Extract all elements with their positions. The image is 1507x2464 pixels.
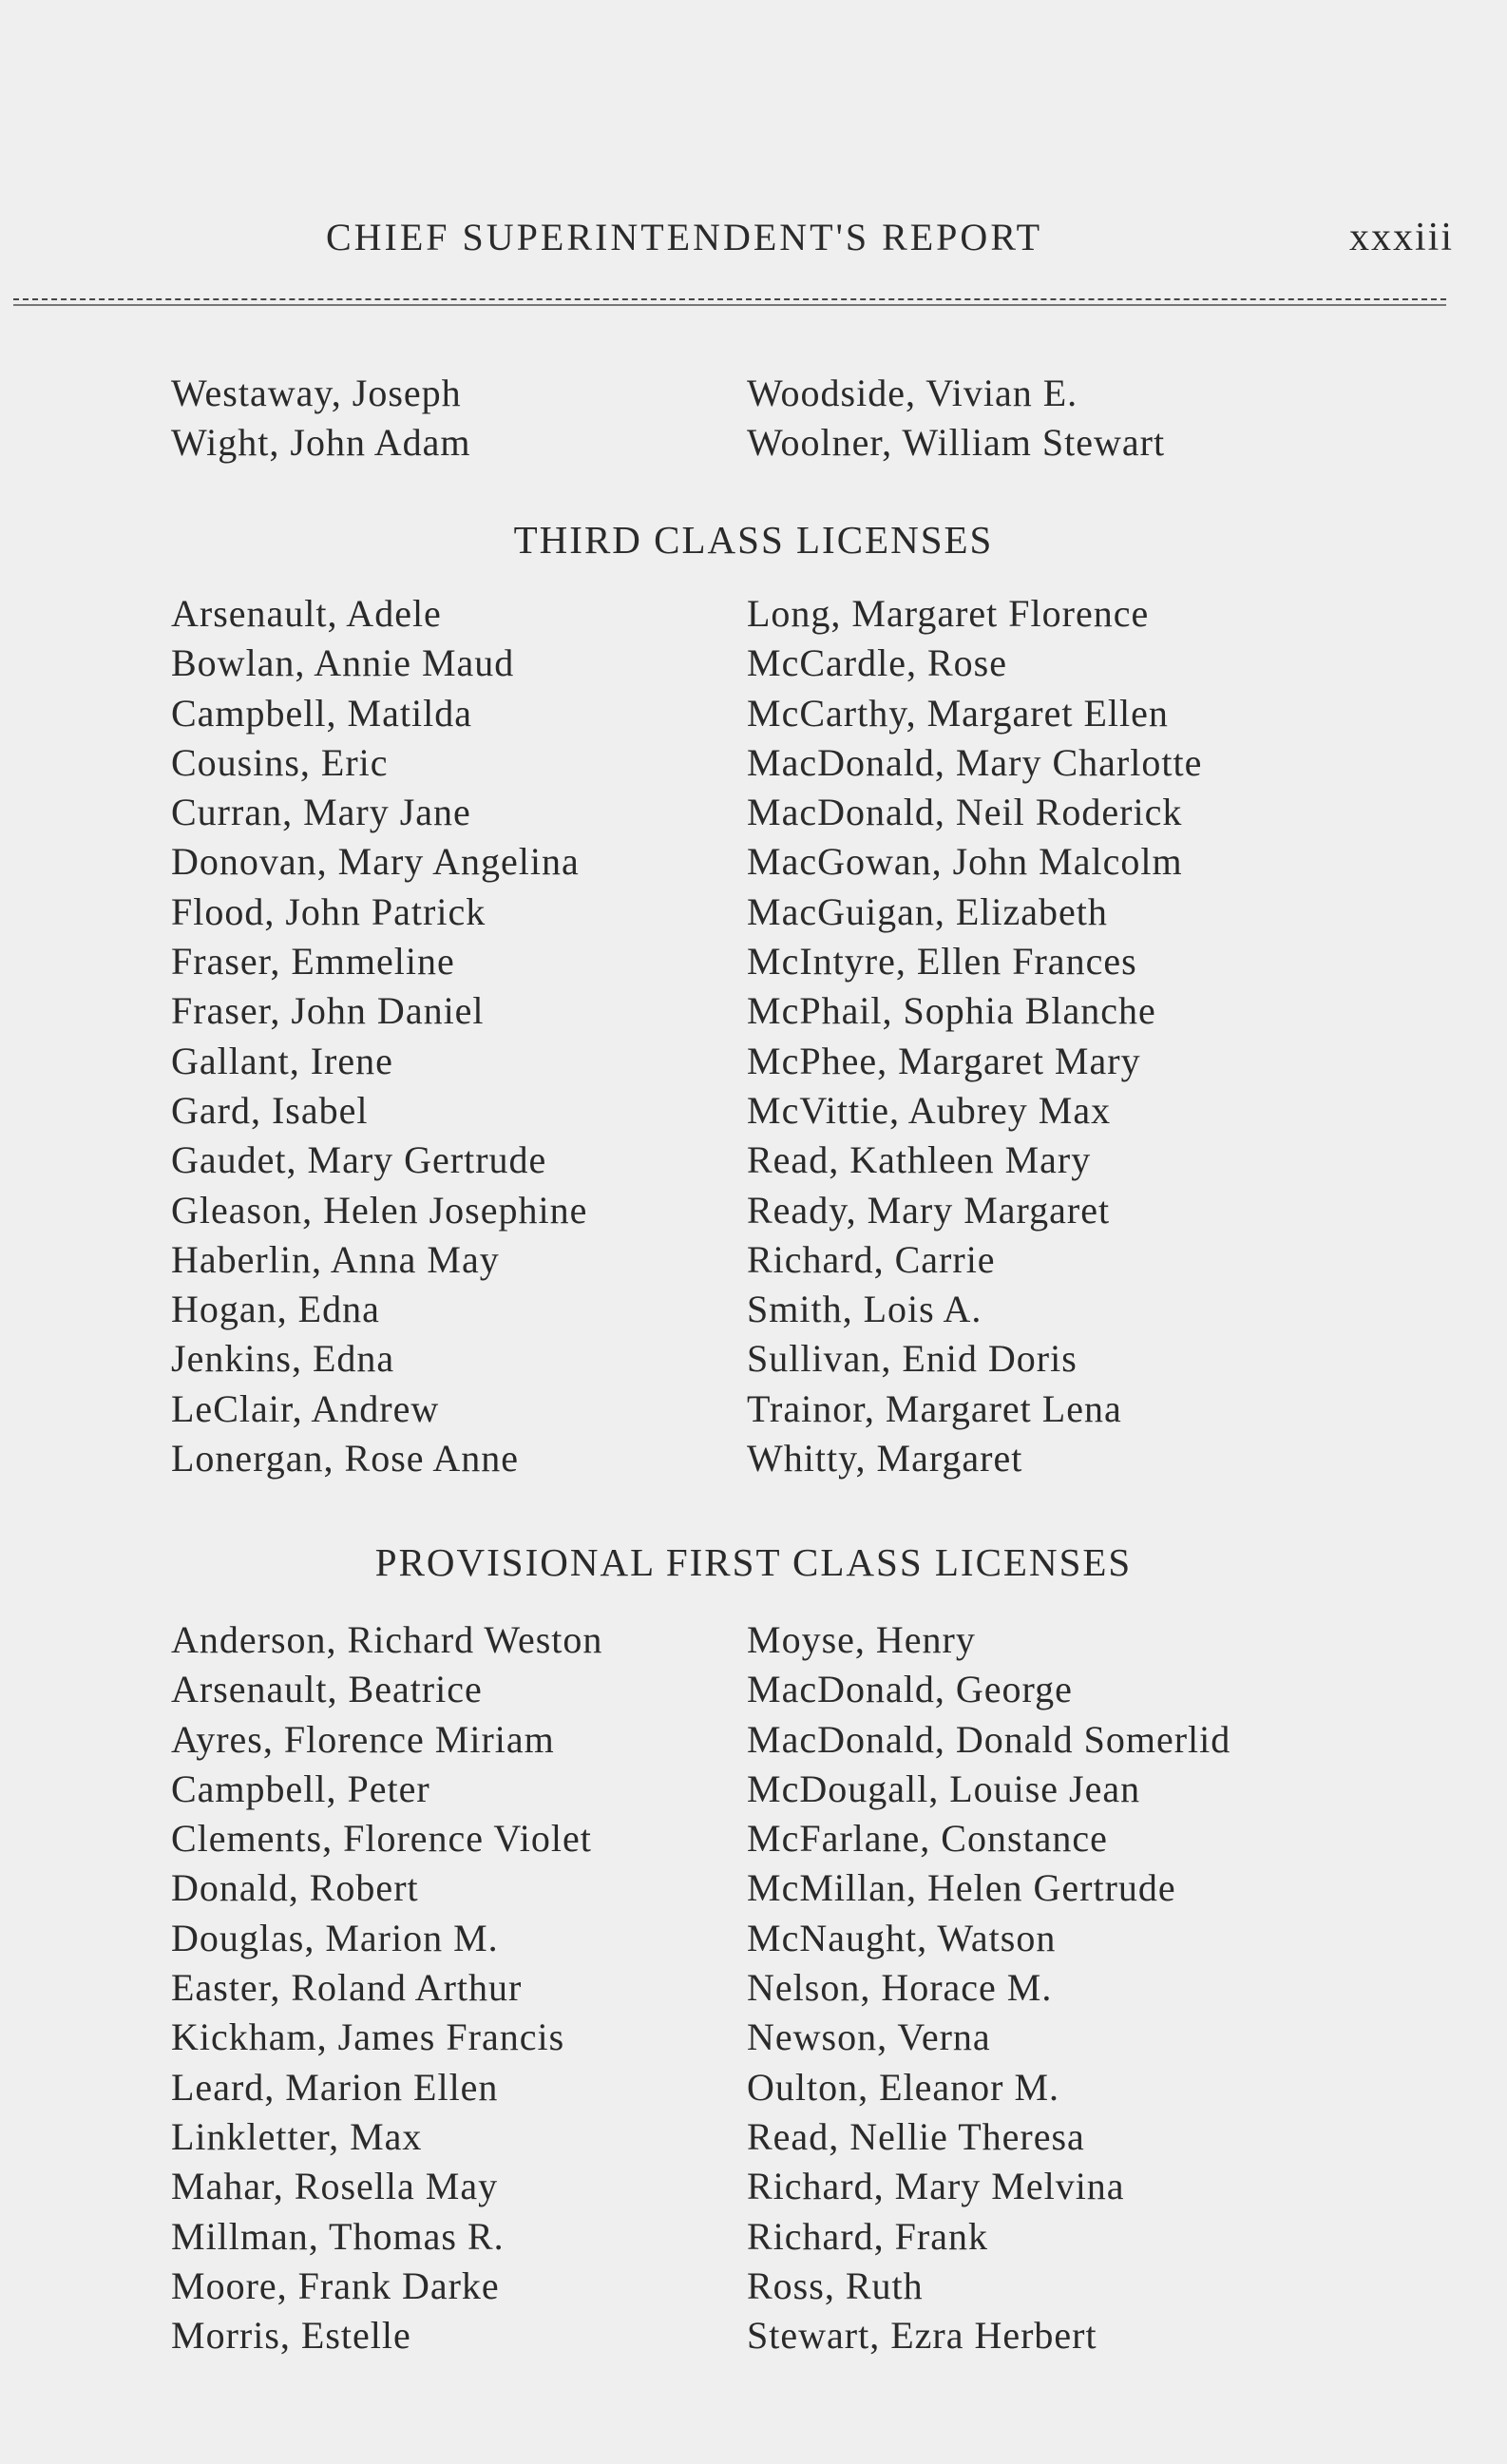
name-entry: Woodside, Vivian E. — [747, 372, 1078, 414]
name-entry: Ayres, Florence Miriam — [171, 1717, 555, 1761]
name-entry: Richard, Mary Melvina — [747, 2165, 1125, 2208]
name-entry: LeClair, Andrew — [171, 1386, 440, 1430]
name-entry: Wight, John Adam — [171, 421, 471, 465]
name-entry: MacDonald, Neil Roderick — [747, 791, 1183, 834]
provisional-list-right — [747, 1615, 1230, 2360]
name-entry: Woolner, William Stewart — [747, 421, 1166, 465]
continued-list-right — [747, 369, 1165, 468]
name-entry: Curran, Mary Jane — [171, 791, 471, 834]
name-entry: Lonergan, Rose Anne — [171, 1437, 519, 1480]
name-entry: Stewart, Ezra Herbert — [747, 2314, 1097, 2358]
third-class-list-right — [747, 589, 1202, 1483]
name-entry: Easter, Roland Arthur — [171, 1966, 523, 2010]
name-entry: Campbell, Peter — [171, 1767, 430, 1810]
name-entry: MacDonald, Mary Charlotte — [747, 740, 1203, 784]
name-entry: Sullivan, Enid Doris — [747, 1337, 1078, 1381]
name-entry: Donald, Robert — [171, 1866, 419, 1910]
name-entry: Douglas, Marion M. — [171, 1916, 499, 1959]
name-entry: Morris, Estelle — [171, 2314, 411, 2358]
name-entry: Long, Margaret Florence — [747, 592, 1150, 635]
name-entry: Ready, Mary Margaret — [747, 1188, 1111, 1232]
name-entry: McVittie, Aubrey Max — [747, 1088, 1112, 1132]
name-entry: Flood, John Patrick — [171, 889, 486, 933]
name-entry: McCardle, Rose — [747, 641, 1007, 685]
name-entry: Read, Nellie Theresa — [747, 2114, 1085, 2158]
running-title: CHIEF SUPERINTENDENT'S REPORT — [325, 216, 1043, 258]
name-entry: Gallant, Irene — [171, 1039, 393, 1082]
name-entry: Oulton, Eleanor M. — [747, 2065, 1060, 2109]
name-entry: Anderson, Richard Weston — [171, 1618, 603, 1661]
name-entry: Donovan, Mary Angelina — [171, 840, 580, 884]
name-entry: Trainor, Margaret Lena — [747, 1386, 1122, 1430]
name-entry: McDougall, Louise Jean — [747, 1767, 1141, 1810]
name-entry: Westaway, Joseph — [171, 372, 462, 414]
page-header — [0, 215, 1507, 272]
third-class-list-left — [171, 589, 587, 1483]
name-entry: McFarlane, Constance — [747, 1817, 1108, 1861]
provisional-list-left — [171, 1615, 602, 2360]
name-entry: Nelson, Horace M. — [747, 1966, 1053, 2010]
name-entry: Gard, Isabel — [171, 1088, 369, 1132]
name-entry: Mahar, Rosella May — [171, 2165, 499, 2208]
name-entry: Arsenault, Beatrice — [171, 1668, 483, 1711]
name-entry: Haberlin, Anna May — [171, 1237, 500, 1281]
name-entry: Fraser, Emmeline — [171, 940, 455, 984]
name-entry: Kickham, James Francis — [171, 2015, 565, 2059]
name-entry: McNaught, Watson — [747, 1916, 1057, 1959]
section-title-provisional-first-class: PROVISIONAL FIRST CLASS LICENSES — [374, 1540, 1133, 1584]
name-entry: Newson, Verna — [747, 2015, 991, 2059]
name-entry: Millman, Thomas R. — [171, 2214, 505, 2258]
name-entry: Jenkins, Edna — [171, 1337, 395, 1381]
name-entry: Moore, Frank Darke — [171, 2263, 500, 2307]
name-entry: McMillan, Helen Gertrude — [747, 1866, 1176, 1910]
name-entry: Leard, Marion Ellen — [171, 2065, 499, 2109]
name-entry: Arsenault, Adele — [171, 592, 442, 635]
name-entry: Clements, Florence Violet — [171, 1817, 592, 1861]
name-entry: Cousins, Eric — [171, 740, 389, 784]
name-entry: MacDonald, Donald Somerlid — [747, 1717, 1231, 1761]
name-entry: Whitty, Margaret — [747, 1437, 1023, 1480]
name-entry: Campbell, Matilda — [171, 691, 472, 735]
continued-list-left — [171, 369, 471, 468]
name-entry: MacDonald, George — [747, 1668, 1073, 1711]
name-entry: Fraser, John Daniel — [171, 989, 485, 1033]
section-title-third-class: THIRD CLASS LICENSES — [513, 518, 994, 562]
name-entry: Hogan, Edna — [171, 1288, 380, 1331]
page-number: xxxiii — [1348, 216, 1454, 259]
name-entry: Gleason, Helen Josephine — [171, 1188, 588, 1232]
name-entry: McPhail, Sophia Blanche — [747, 989, 1156, 1033]
name-entry: Smith, Lois A. — [747, 1288, 982, 1331]
name-entry: McIntyre, Ellen Frances — [747, 940, 1137, 984]
header-rule-underline — [13, 304, 1446, 306]
header-rule — [13, 298, 1446, 300]
name-entry: Bowlan, Annie Maud — [171, 641, 515, 685]
name-entry: Read, Kathleen Mary — [747, 1138, 1092, 1182]
name-entry: McCarthy, Margaret Ellen — [747, 691, 1169, 735]
name-entry: Linkletter, Max — [171, 2114, 423, 2158]
name-entry: Richard, Carrie — [747, 1237, 996, 1281]
name-entry: Gaudet, Mary Gertrude — [171, 1138, 547, 1182]
name-entry: McPhee, Margaret Mary — [747, 1039, 1141, 1082]
name-entry: MacGuigan, Elizabeth — [747, 889, 1108, 933]
name-entry: Ross, Ruth — [747, 2263, 924, 2307]
name-entry: MacGowan, John Malcolm — [747, 840, 1183, 884]
name-entry: Moyse, Henry — [747, 1618, 976, 1661]
name-entry: Richard, Frank — [747, 2214, 988, 2258]
